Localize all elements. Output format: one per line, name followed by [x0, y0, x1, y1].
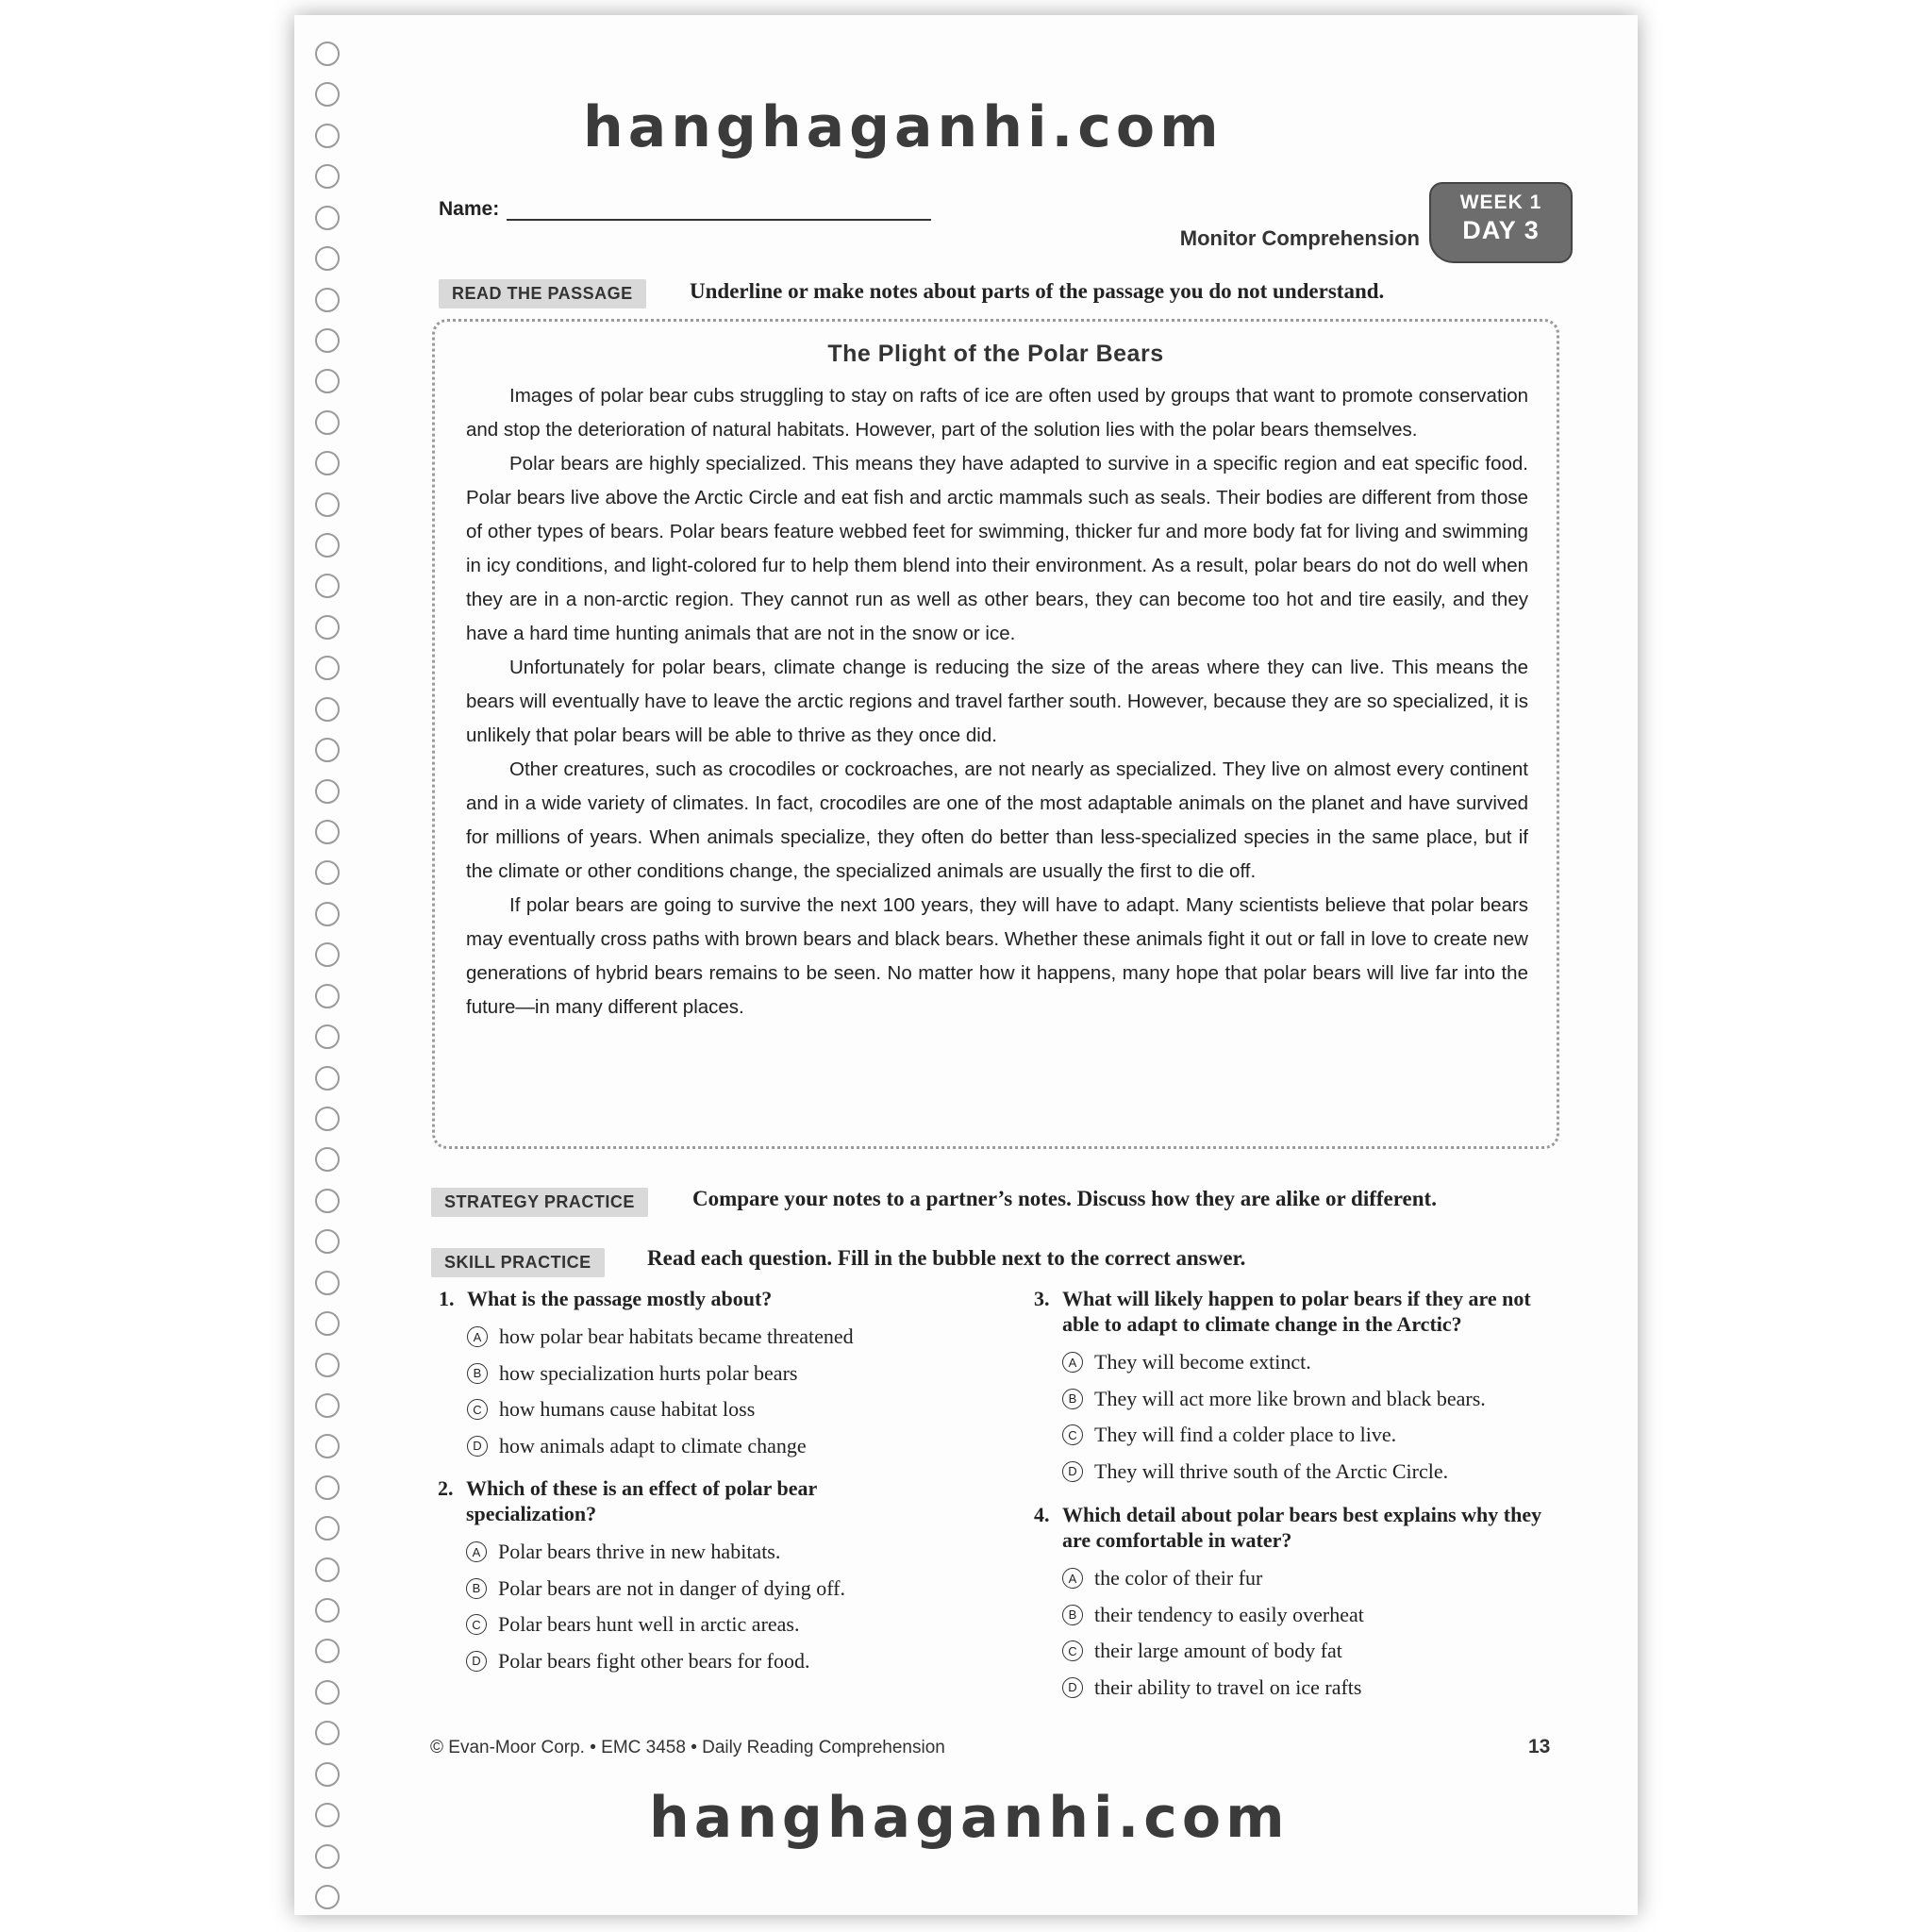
binder-hole	[315, 533, 340, 558]
answer-text: how polar bear habitats became threatened	[499, 1324, 854, 1349]
answer-bubble[interactable]: B	[467, 1363, 488, 1384]
answer-bubble[interactable]: C	[467, 1399, 488, 1420]
question-number: 4.	[1034, 1503, 1050, 1526]
answer-option[interactable]	[1062, 1344, 1572, 1381]
page-number: 13	[1528, 1736, 1551, 1757]
binder-hole	[315, 492, 340, 517]
binder-hole	[315, 820, 340, 844]
binder-hole	[315, 328, 340, 353]
name-field	[439, 198, 931, 221]
answer-text: They will become extinct.	[1094, 1350, 1311, 1374]
answer-text: their large amount of body fat	[1094, 1639, 1342, 1663]
binder-hole	[315, 42, 340, 66]
answer-bubble[interactable]: A	[467, 1326, 488, 1347]
binder-hole	[315, 1066, 340, 1091]
passage-body	[466, 379, 1528, 1024]
read-section-label: READ THE PASSAGE	[439, 279, 646, 308]
answer-option[interactable]	[1062, 1597, 1572, 1634]
binder-holes	[315, 42, 353, 1909]
answer-bubble[interactable]: A	[466, 1541, 487, 1562]
answer-bubble[interactable]: C	[1062, 1641, 1083, 1661]
answer-text: Polar bears are not in danger of dying off.	[498, 1575, 845, 1600]
answer-bubble[interactable]: D	[466, 1651, 487, 1672]
passage-box	[432, 319, 1559, 1149]
read-section-instruction: Underline or make notes about parts of the passage you do not understand.	[690, 279, 1385, 303]
passage-title: The Plight of the Polar Bears	[827, 341, 1164, 367]
answer-text: their ability to travel on ice rafts	[1094, 1674, 1362, 1699]
answer-bubble[interactable]: D	[1062, 1677, 1083, 1698]
passage-paragraph: Images of polar bear cubs struggling to stay on rafts of ice are often used by groups that want to promote conservation and stop the deterioration of natural habitats. However, part of the solution lies with the polar bears themselves.	[466, 385, 1528, 441]
binder-hole	[315, 779, 340, 804]
week-label: WEEK 1	[1459, 192, 1542, 213]
binder-hole	[315, 1393, 340, 1418]
question-number: 1.	[439, 1287, 455, 1310]
binder-hole	[315, 1762, 340, 1787]
answer-bubble[interactable]: A	[1062, 1568, 1083, 1589]
answer-option[interactable]	[466, 1643, 909, 1680]
passage-paragraph: Unfortunately for polar bears, climate change is reducing the size of the areas where they can live. This means the bears will eventually have to leave the arctic regions and travel farther south. However, because they are so specialized, it is unlikely that polar bears will be able to thrive as they once did.	[466, 657, 1528, 746]
answer-option[interactable]	[466, 1534, 909, 1571]
binder-hole	[315, 1147, 340, 1172]
binder-hole	[315, 1229, 340, 1254]
skill-subject: Monitor Comprehension	[1179, 226, 1420, 250]
answer-text: how humans cause habitat loss	[499, 1397, 756, 1422]
answer-option[interactable]	[467, 1428, 967, 1465]
binder-hole	[315, 1271, 340, 1295]
binder-hole	[315, 1516, 340, 1541]
binder-hole	[315, 1024, 340, 1049]
question-stem: Which detail about polar bears best explains why they are comfortable in water?	[1062, 1503, 1542, 1552]
binder-hole	[315, 164, 340, 189]
question-stem: What is the passage mostly about?	[467, 1287, 773, 1310]
answer-bubble[interactable]: C	[1062, 1424, 1083, 1445]
binder-hole	[315, 1189, 340, 1213]
copyright-footer: © Evan-Moor Corp. • EMC 3458 • Daily Reading Comprehension	[430, 1738, 945, 1757]
answer-text: their tendency to easily overheat	[1094, 1602, 1364, 1626]
binder-hole	[315, 697, 340, 722]
binder-hole	[315, 410, 340, 435]
binder-hole	[315, 124, 340, 148]
passage-paragraph: If polar bears are going to survive the next 100 years, they will have to adapt. Many scientists believe that polar bears may eventually cross paths with brown bears and black bears. Whether these animals fight it out or fall in love to create new generations of hybrid bears remains to be seen. No matter how it happens, many hope that polar bears will live far into the future—in many different places.	[466, 894, 1528, 1018]
passage-paragraph: Other creatures, such as crocodiles or cockroaches, are not nearly as specialized. They live on almost every continent and in a wide variety of climates. In fact, crocodiles are one of the most adaptable animals on the planet and have survived for millions of years. When animals specialize, they often do better than less-specialized species in the same place, but if the climate or other conditions change, the specialized animals are usually the first to die off.	[466, 758, 1528, 882]
binder-hole	[315, 1639, 340, 1663]
binder-hole	[315, 738, 340, 762]
binder-hole	[315, 451, 340, 475]
week-day-tab	[1429, 182, 1573, 263]
answer-bubble[interactable]: B	[1062, 1389, 1083, 1409]
strategy-section-label: STRATEGY PRACTICE	[431, 1188, 648, 1217]
binder-hole	[315, 860, 340, 885]
answer-option[interactable]	[1062, 1633, 1572, 1670]
answer-bubble[interactable]: B	[466, 1578, 487, 1599]
answer-text: Polar bears hunt well in arctic areas.	[498, 1612, 800, 1637]
answer-text: Polar bears fight other bears for food.	[498, 1648, 810, 1673]
answer-text: how specialization hurts polar bears	[499, 1360, 798, 1385]
answer-option[interactable]	[1062, 1670, 1572, 1707]
binder-hole	[315, 1311, 340, 1336]
answer-option[interactable]	[466, 1571, 909, 1607]
answer-text: They will act more like brown and black bears.	[1094, 1386, 1486, 1410]
question-3	[1034, 1286, 1572, 1490]
answer-bubble[interactable]: D	[467, 1436, 488, 1457]
binder-hole	[315, 1475, 340, 1500]
binder-hole	[315, 1721, 340, 1745]
binder-hole	[315, 82, 340, 107]
skill-section-label: SKILL PRACTICE	[431, 1248, 605, 1277]
answer-option[interactable]	[467, 1356, 967, 1392]
question-2	[438, 1475, 909, 1679]
binder-hole	[315, 369, 340, 393]
answer-bubble[interactable]: C	[466, 1614, 487, 1635]
answer-text: Polar bears thrive in new habitats.	[498, 1540, 781, 1564]
question-number: 3.	[1034, 1287, 1050, 1310]
binder-hole	[315, 656, 340, 680]
answer-bubble[interactable]: A	[1062, 1352, 1083, 1373]
answer-option[interactable]	[467, 1391, 967, 1428]
answer-text: They will thrive south of the Arctic Circle.	[1094, 1458, 1449, 1483]
question-number: 2.	[438, 1476, 454, 1500]
binder-hole	[315, 1107, 340, 1131]
question-4	[1034, 1502, 1572, 1706]
day-label: DAY 3	[1462, 216, 1540, 244]
watermark-top: hanghaganhi.com	[583, 94, 1224, 160]
answer-text: They will find a colder place to live.	[1094, 1423, 1397, 1447]
answer-option[interactable]	[1062, 1381, 1572, 1418]
answer-bubble[interactable]: B	[1062, 1605, 1083, 1625]
binder-hole	[315, 984, 340, 1008]
answer-text: how animals adapt to climate change	[499, 1433, 807, 1457]
passage-paragraph: Polar bears are highly specialized. This means they have adapted to survive in a specific region and eat specific food. Polar bears live above the Arctic Circle and eat fish and arctic mammals such as seals. Their bodies are different from those of other types of bears. Polar bears feature webbed feet for swimming, thicker fur and more body fat for living and swimming in icy conditions, and light-colored fur to help them blend into their environment. As a result, polar bears do not do well when they are in a non-arctic region. They cannot run as well as other bears, they can become too hot and tire easily, and they have a hard time hunting animals that are not in the snow or ice.	[466, 453, 1528, 644]
binder-hole	[315, 574, 340, 598]
binder-hole	[315, 1803, 340, 1827]
name-blank-line	[507, 202, 931, 221]
binder-hole	[315, 288, 340, 312]
answer-option[interactable]	[1062, 1454, 1572, 1491]
binder-hole	[315, 902, 340, 926]
skill-section-instruction: Read each question. Fill in the bubble next to the correct answer.	[647, 1246, 1246, 1270]
binder-hole	[315, 1844, 340, 1869]
binder-hole	[315, 246, 340, 271]
binder-hole	[315, 206, 340, 230]
answer-option[interactable]	[1062, 1417, 1572, 1454]
name-label: Name:	[439, 198, 500, 220]
binder-hole	[315, 1598, 340, 1623]
binder-hole	[315, 1434, 340, 1458]
question-1	[439, 1286, 967, 1464]
binder-hole	[315, 1353, 340, 1377]
answer-text: the color of their fur	[1094, 1566, 1263, 1591]
answer-option[interactable]	[1062, 1560, 1572, 1597]
binder-hole	[315, 942, 340, 967]
binder-hole	[315, 615, 340, 640]
question-stem: What will likely happen to polar bears if they are not able to adapt to climate change in the Arctic?	[1062, 1287, 1531, 1336]
binder-hole	[315, 1557, 340, 1582]
question-stem: Which of these is an effect of polar bear specialization?	[466, 1476, 817, 1525]
answer-option[interactable]	[466, 1607, 909, 1643]
answer-option[interactable]	[467, 1319, 967, 1356]
strategy-section-instruction: Compare your notes to a partner’s notes. Discuss how they are alike or different.	[692, 1187, 1437, 1210]
answer-bubble[interactable]: D	[1062, 1461, 1083, 1482]
watermark-bottom: hanghaganhi.com	[649, 1785, 1290, 1851]
binder-hole	[315, 1680, 340, 1705]
binder-hole	[315, 1885, 340, 1909]
